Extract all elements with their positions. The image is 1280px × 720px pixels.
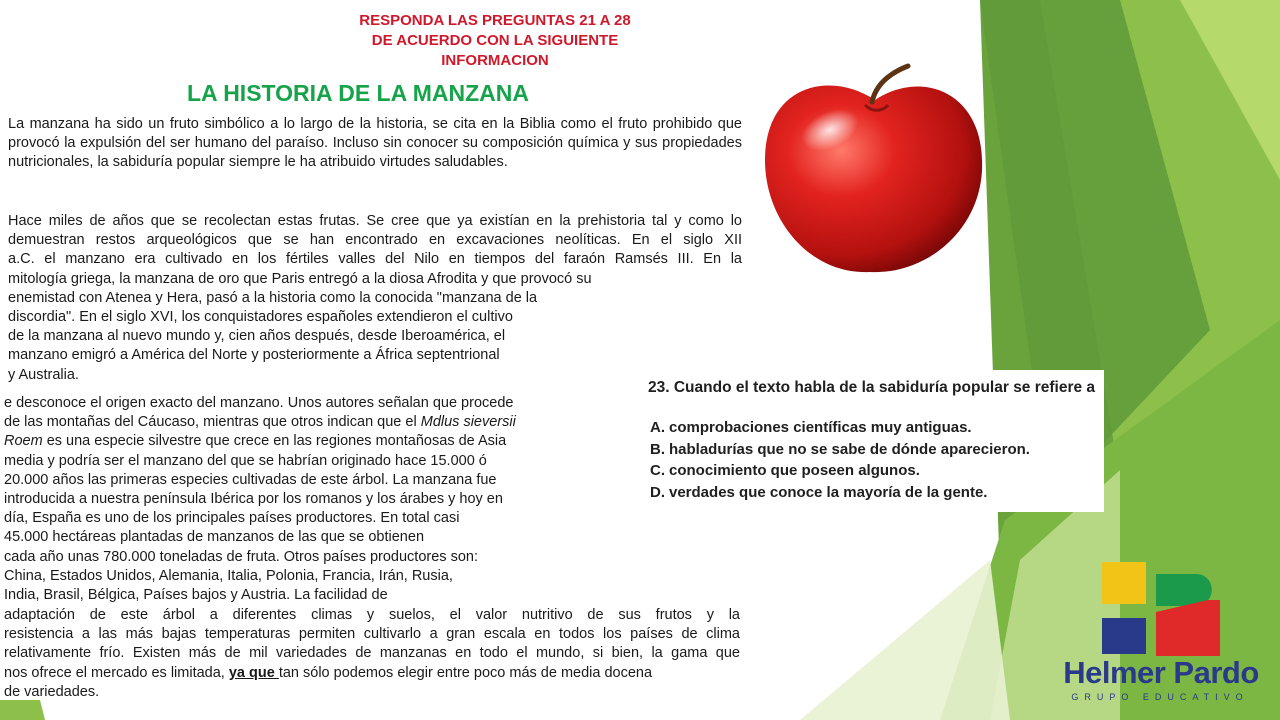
option-c[interactable]	[650, 462, 920, 479]
paragraph-4-line: resistencia a las más bajas temperaturas permiten cultivarlo a gran escala en todos los países de clima	[4, 626, 740, 643]
question-text: 23. Cuando el texto habla de la sabiduría popular se refiere a	[648, 379, 1096, 396]
paragraph-3-line: e desconoce el origen exacto del manzano. Unos autores señalan que procede	[4, 395, 514, 411]
header-line-2: DE ACUERDO CON LA SIGUIENTE	[371, 32, 619, 49]
paragraph-2-line: a.C. el manzano era cultivado en los fértiles valles del Nilo en tiempos del faraón Ramsés III. En la	[8, 251, 742, 268]
paragraph-3-line: día, España es uno de los principales países productores. En total casi	[4, 510, 460, 527]
option-letter: D.	[650, 484, 665, 501]
paragraph-2-line: manzano emigró a América del Norte y posteriormente a África septentrional	[8, 347, 500, 364]
paragraph-2-line: de la manzana al nuevo mundo y, cien años después, desde Iberoamérica, el	[8, 328, 506, 345]
apple-image	[760, 60, 990, 285]
paragraph-4-line	[4, 664, 740, 683]
option-d[interactable]	[650, 484, 987, 501]
option-letter: A.	[650, 419, 665, 436]
species-author-italic: Roem	[4, 433, 43, 450]
paragraph-3-line: 45.000 hectáreas plantadas de manzanos de las que se obtienen	[4, 529, 425, 546]
paragraph-3-line: introducida a nuestra península Ibérica por los romanos y los árabes y hoy en	[4, 491, 503, 508]
header-line-3: INFORMACION	[441, 52, 549, 69]
header-line-1: RESPONDA LAS PREGUNTAS 21 A 28	[359, 12, 631, 29]
paragraph-4-line: de variedades.	[4, 683, 100, 700]
page-title: LA HISTORIA DE LA MANZANA	[187, 80, 530, 106]
paragraph-3-line	[4, 432, 604, 451]
instructions-header	[300, 11, 690, 71]
paragraph-2-line: Hace miles de años que se recolectan estas frutas. Se cree que ya existían en la prehistoria tal y como lo	[8, 213, 742, 229]
option-text: conocimiento que poseen algunos.	[669, 462, 920, 479]
paragraph-2-line: discordia". En el siglo XVI, los conquistadores españoles extendieron el cultivo	[8, 309, 513, 326]
paragraph-2-line: enemistad con Atenea y Hera, pasó a la historia como la conocida "manzana de la	[8, 289, 538, 306]
paragraph-3-line: cada año unas 780.000 toneladas de fruta. Otros países productores son:	[4, 548, 478, 565]
option-letter: B.	[650, 441, 665, 458]
paragraph-4-line: adaptación de este árbol a diferentes climas y suelos, el valor nutritivo de sus frutos y la	[4, 607, 740, 623]
option-text: habladurías que no se sabe de dónde aparecieron.	[669, 441, 1030, 458]
underlined-connector: ya que	[228, 664, 279, 681]
paragraph-3-line	[4, 413, 604, 432]
species-name-italic: Mdlus sieversii	[420, 414, 516, 431]
paragraph-3-line: China, Estados Unidos, Alemania, Italia, Polonia, Francia, Irán, Rusia,	[4, 567, 453, 584]
paragraph-3-text: es una especie silvestre que crece en las regiones montañosas de Asia	[42, 433, 507, 450]
paragraph-2-line: demuestran restos arqueológicos que se han encontrado en excavaciones neolíticas. En el siglo XII	[8, 232, 742, 249]
option-letter: C.	[650, 462, 665, 479]
paragraph-3-line: 20.000 años las primeras especies cultivadas de este árbol. La manzana fue	[4, 471, 497, 488]
paragraph-3-text: de las montañas del Cáucaso, mientras que otros indican que el	[4, 414, 421, 431]
paragraph-4-line: relativamente frío. Existen más de mil variedades de manzanas en todo el mundo, si bien, la gama que	[4, 645, 740, 662]
paragraph-2-line: mitología griega, la manzana de oro que Paris entregó a la diosa Afrodita y que provocó su	[8, 270, 592, 287]
option-text: comprobaciones científicas muy antiguas.	[669, 419, 972, 436]
option-text: verdades que conoce la mayoría de la gente.	[669, 484, 988, 501]
paragraph-3-line: media y podría ser el manzano del que se habrían originado hace 15.000 ó	[4, 452, 487, 469]
paragraph-3	[4, 394, 604, 605]
brand-name: Helmer Pardo	[1063, 655, 1259, 690]
paragraph-1: La manzana ha sido un fruto simbólico a lo largo de la historia, se cita en la Biblia como el fruto prohibido que provocó la expulsión del ser humano del paraíso. Incluso sin conocer su composición química y sus propiedades nutricionales, la sabiduría popular siempre le ha atribuido virtudes saludables.	[8, 116, 742, 171]
paragraph-3-line: India, Brasil, Bélgica, Países bajos y Austria. La facilidad de	[4, 587, 388, 604]
paragraph-2	[8, 212, 742, 385]
paragraph-4	[4, 606, 740, 702]
paragraph-2-line: y Australia.	[8, 366, 79, 383]
question-box	[628, 370, 1104, 512]
brand-tagline: GRUPO EDUCATIVO	[1071, 692, 1249, 702]
paragraph-4-text: nos ofrece el mercado es limitada,	[4, 664, 229, 681]
option-b[interactable]	[650, 441, 1030, 458]
paragraph-4-text: tan sólo podemos elegir entre poco más de media docena	[278, 664, 653, 681]
option-a[interactable]	[650, 419, 972, 436]
